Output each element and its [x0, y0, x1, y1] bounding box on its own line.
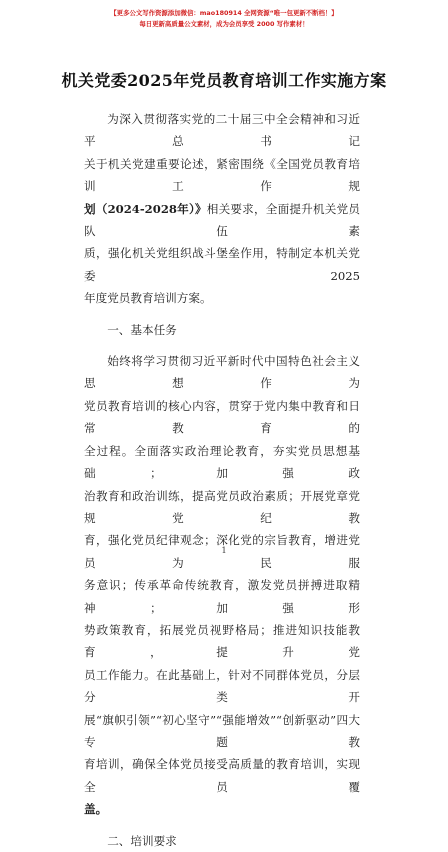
task-line: 育，强化党员纪律观念；深化党的宗旨教育，增进党员为民服 [84, 533, 360, 570]
section-heading-1: 一、基本任务 [107, 322, 177, 337]
document-title: 机关党委2025年党员教育培训工作实施方案 [61, 71, 387, 90]
document-body [84, 108, 360, 852]
task-line: 全过程。全面落实政治理论教育，夯实党员思想基础；加强政 [84, 443, 360, 481]
task-line: 员工作能力。在此基础上，针对不同群体党员，分层分类开 [84, 667, 360, 705]
page-number: 1 [221, 546, 227, 555]
intro-line: 年度党员教育培训方案。 [84, 291, 212, 306]
intro-line: 为深入贯彻落实党的二十届三中全会精神和习近平总书记 [84, 112, 360, 149]
intro-line: 质，强化机关党组织战斗堡垒作用，特制定本机关党委2025 [84, 246, 360, 283]
promo-banner [0, 8, 448, 30]
task-line: 势政策教育，拓展党员视野格局；推进知识技能教育，提升党 [84, 622, 360, 660]
task-line: 党员教育培训的核心内容，贯穿于党内集中教育和日常教育的 [84, 398, 360, 436]
intro-bold-text: 划（2024-2028年）》 [84, 201, 207, 216]
promo-line-1: 【更多公文写作资源添加微信：mao180914 全网资源“唯一包更新不断档！】 [110, 9, 338, 17]
task-line: 盖。 [84, 802, 108, 817]
intro-line-rest: 相关要求，全面提升机关党员队伍素 [84, 201, 360, 239]
intro-line: 关于机关党建重要论述，紧密围绕《全国党员教育培训工作规 [84, 156, 360, 194]
promo-line-2: 每日更新高质量公文素材，成为会员享受 2000 写作素材！ [139, 20, 309, 28]
section-heading-2: 二、培训要求 [107, 833, 177, 848]
task-line: 育培训，确保全体党员接受高质量的教育培训，实现全员覆 [84, 757, 360, 794]
task-line: 始终将学习贯彻习近平新时代中国特色社会主义思想作为 [84, 354, 360, 391]
task-line: 治教育和政治训练，提高党员政治素质；开展党章党规党纪教 [84, 488, 360, 525]
task-line: 展“旗帜引领”“初心坚守”“强能增效”“创新驱动”四大专题教 [84, 712, 360, 749]
intro-line [84, 198, 360, 243]
task-line: 务意识；传承革命传统教育，激发党员拼搏进取精神；加强形 [84, 578, 360, 615]
